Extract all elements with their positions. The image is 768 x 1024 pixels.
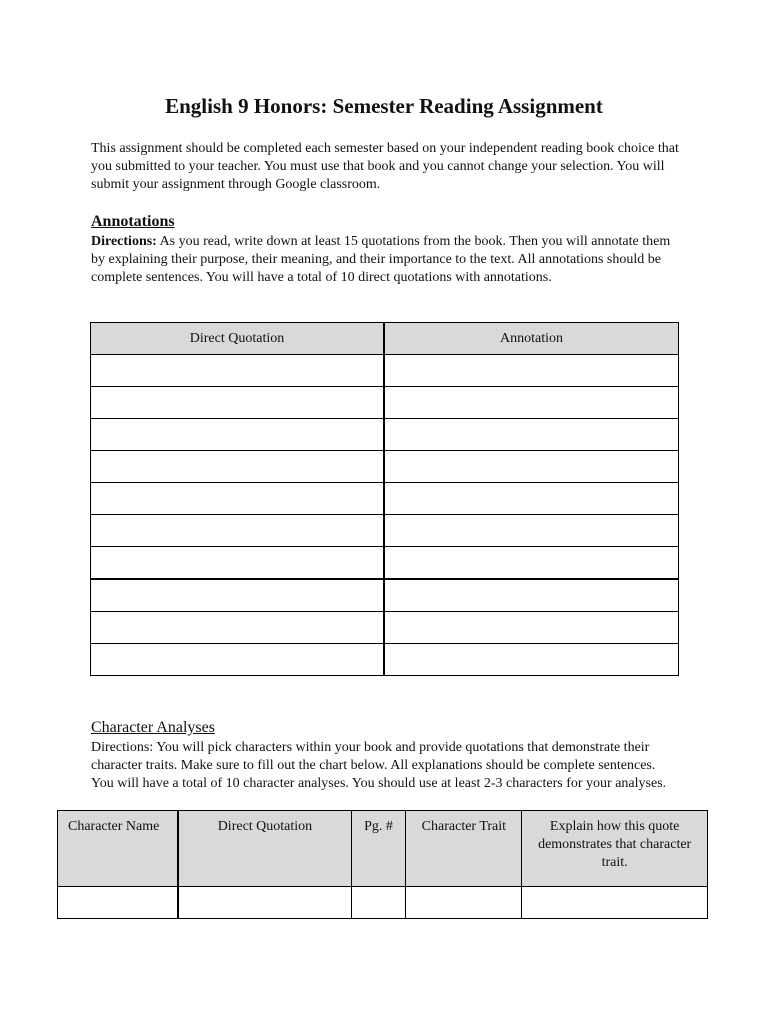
directions-label: Directions: — [91, 234, 157, 249]
annotation-cell[interactable] — [384, 419, 679, 451]
character-name-cell[interactable] — [58, 887, 179, 919]
table-row — [91, 612, 679, 644]
annotation-cell[interactable] — [384, 515, 679, 547]
table-header-row — [91, 323, 679, 355]
annotation-cell[interactable] — [384, 483, 679, 515]
quotation-cell[interactable] — [91, 419, 384, 451]
header-direct-quotation: Direct Quotation — [178, 811, 351, 887]
table-row — [91, 644, 679, 676]
annotation-cell[interactable] — [384, 547, 679, 580]
quotation-cell[interactable] — [91, 483, 384, 515]
quotation-cell[interactable] — [91, 355, 384, 387]
quotation-cell[interactable] — [91, 387, 384, 419]
quotation-cell[interactable] — [91, 451, 384, 483]
quotation-cell[interactable] — [91, 644, 384, 676]
annotation-cell[interactable] — [384, 355, 679, 387]
page-title: English 9 Honors: Semester Reading Assignment — [165, 94, 603, 118]
explanation-cell[interactable] — [522, 887, 708, 919]
table-row — [58, 887, 708, 919]
annotations-table — [90, 322, 679, 676]
table-header-row — [58, 811, 708, 887]
annotation-cell[interactable] — [384, 644, 679, 676]
header-character-name: Character Name — [58, 811, 179, 887]
quotation-cell[interactable] — [91, 515, 384, 547]
header-explanation: Explain how this quote demonstrates that character trait. — [522, 811, 708, 887]
annotations-directions — [91, 233, 681, 287]
annotation-cell[interactable] — [384, 451, 679, 483]
intro-paragraph: This assignment should be completed each semester based on your independent reading book choice that you submitted to your teacher. You must use that book and you cannot change your selection. You will submit your assignment through Google classroom. — [91, 141, 679, 192]
table-row — [91, 419, 679, 451]
directions-text: As you read, write down at least 15 quotations from the book. Then you will annotate them by explaining their purpose, their meaning, and their importance to the text. All annotations should be complete sentences. You will have a total of 10 direct quotations with annotations. — [91, 234, 671, 285]
quotation-cell[interactable] — [91, 579, 384, 612]
quotation-cell[interactable] — [91, 547, 384, 580]
table-row — [91, 515, 679, 547]
character-trait-cell[interactable] — [406, 887, 522, 919]
page-number-cell[interactable] — [351, 887, 406, 919]
character-analyses-heading: Character Analyses — [91, 719, 215, 736]
table-row — [91, 483, 679, 515]
annotations-heading: Annotations — [91, 213, 175, 230]
table-row — [91, 547, 679, 580]
annotation-cell[interactable] — [384, 612, 679, 644]
direct-quotation-cell[interactable] — [178, 887, 351, 919]
character-analyses-directions: Directions: You will pick characters within your book and provide quotations that demonstrate their character traits. Make sure to fill out the chart below. All explanations should be complete sentences. You will have a total of 10 character analyses. You should use at least 2-3 characters for your analyses. — [91, 740, 667, 791]
header-character-trait: Character Trait — [406, 811, 522, 887]
table-row — [91, 387, 679, 419]
table-row — [91, 579, 679, 612]
table-row — [91, 451, 679, 483]
header-direct-quotation: Direct Quotation — [91, 323, 384, 355]
character-analyses-table — [57, 810, 708, 919]
table-row — [91, 355, 679, 387]
quotation-cell[interactable] — [91, 612, 384, 644]
annotation-cell[interactable] — [384, 579, 679, 612]
annotation-cell[interactable] — [384, 387, 679, 419]
header-page-number: Pg. # — [351, 811, 406, 887]
header-annotation: Annotation — [384, 323, 679, 355]
